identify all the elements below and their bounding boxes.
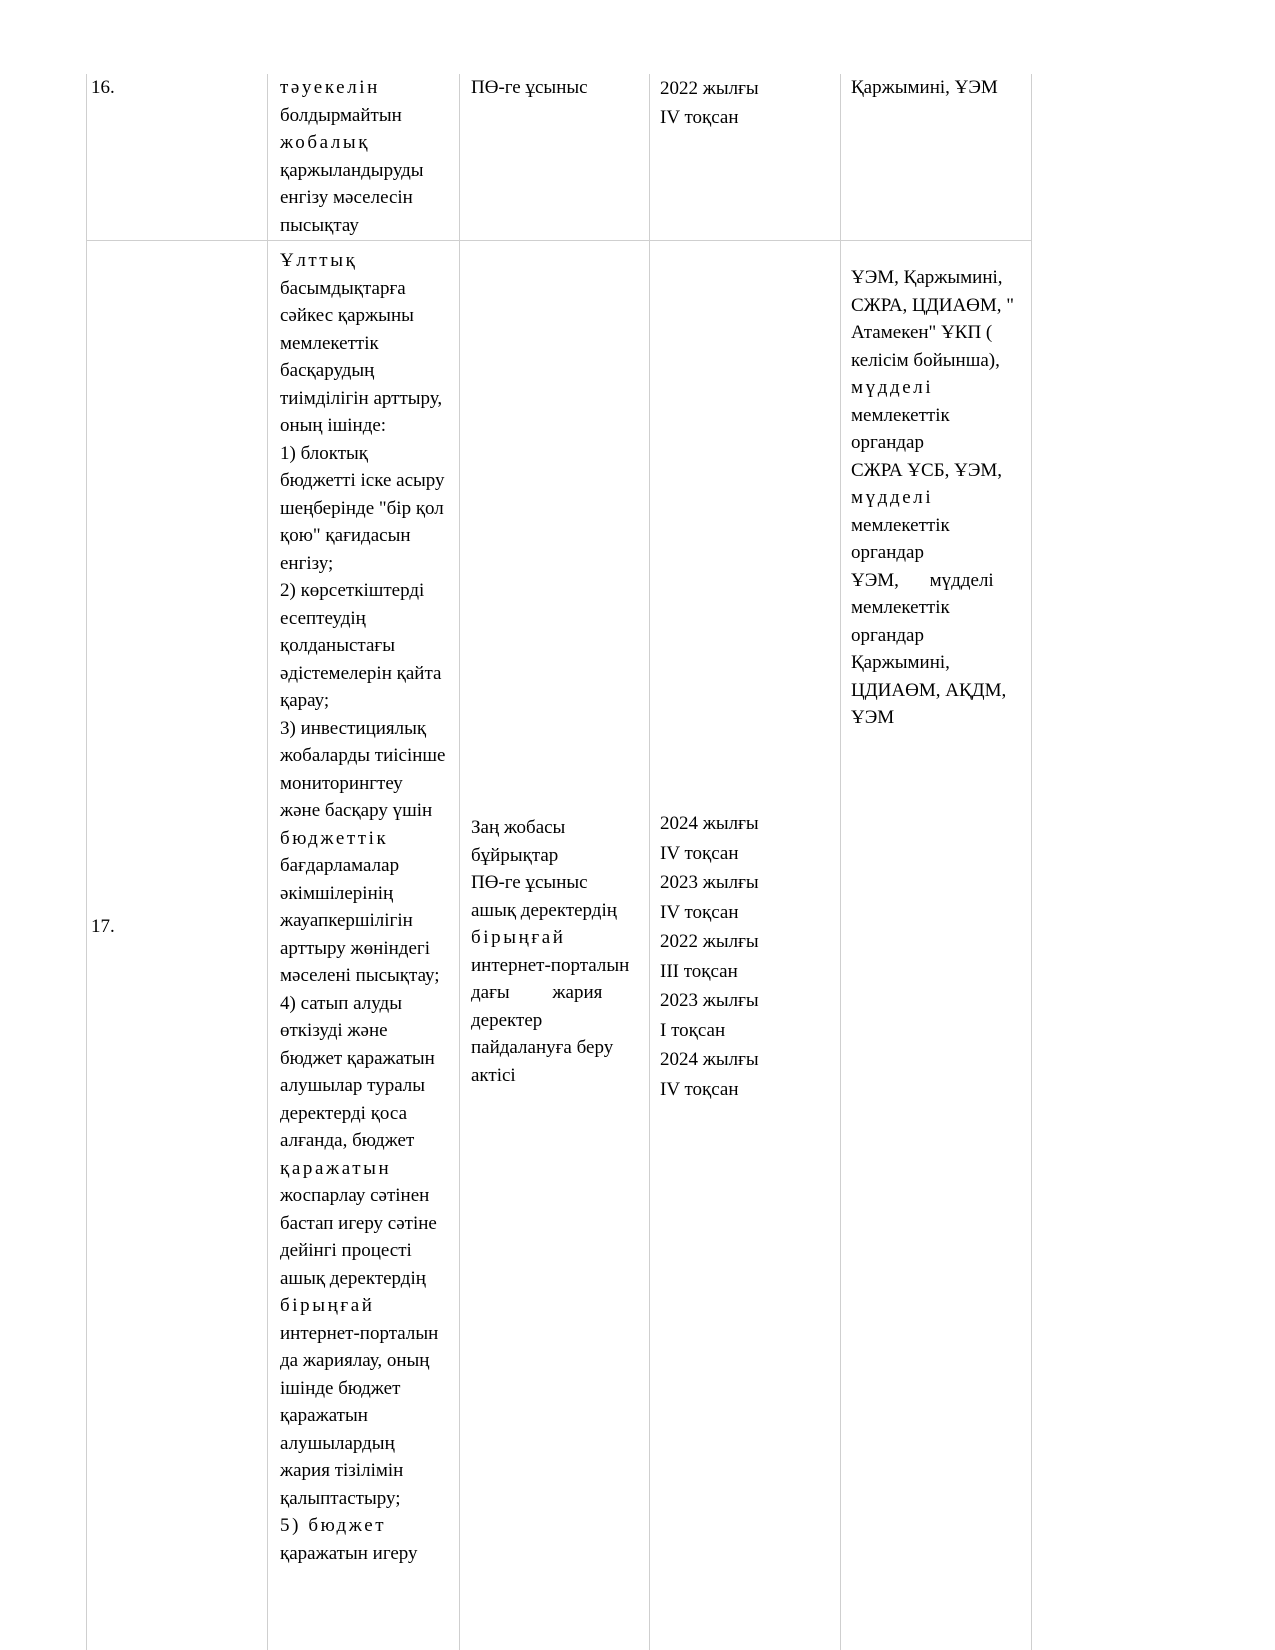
row-17-number: 17. — [91, 916, 115, 938]
row-16-responsible: Қаржымині, ҰЭМ — [851, 77, 998, 98]
row-16-deadline: 2022 жылғы IV тоқсан — [660, 78, 759, 128]
table-border-col3 — [459, 74, 460, 1650]
table-border-right — [1031, 74, 1032, 1650]
row-16-number: 16. — [91, 77, 115, 98]
row-17-action: Ұлттық басымдықтарға сәйкес қаржыны мемлекеттік басқарудың тиімділігін арттыру, оның ішінде: 1) блоктық бюджетті іске асыру шеңберінде "бір қол қою" қағидасын енгізу; 2) көрсеткіштерді есептеудің қолданыстағы әдістемелерін қайта қарау; 3) инвестициялық жобаларды тиісінше мониторингтеу және басқару үшін бюджеттік бағдарламалар әкімшілерінің жауапкершілігін арттыру жөніндегі мәселені пысықтау; 4) сатып алуды өткізуді және бюджет қаражатын алушылар туралы деректерді қоса алғанда, бюджет қаражатын жоспарлау сәтінен бастап игеру сәтіне дейінгі процесті ашық деректердің бірыңғай интернет-порталын да жариялау, оның ішінде бюджет қаражатын алушылардың жария тізілімін қалыптастыру; 5) бюджет қаражатын игеру — [280, 250, 446, 1564]
row-separator — [86, 240, 1032, 241]
row-16-action-line: тәуекелін — [280, 77, 380, 98]
table-border-col2 — [267, 74, 268, 1650]
row-16-action-line: енгізу мәселесін — [280, 187, 413, 208]
row-16-form: ПӨ-ге ұсыныс — [471, 77, 588, 98]
row-17-form: Заң жобасы бұйрықтар ПӨ-ге ұсыныс ашық деректердің бірыңғай интернет-порталын дағы жария деректер пайдалануға беру актісі — [471, 817, 630, 1086]
row-16-action-line: болдырмайтын — [280, 104, 402, 126]
row-17-responsible: ҰЭМ, Қаржымині, СЖРА, ЦДИАӨМ, " Атамекен" ҰКП ( келісім бойынша), мүдделі мемлекеттік органдар СЖРА ҰСБ, ҰЭМ, мүдделі мемлекеттік органдар ҰЭМ, мүдделі мемлекеттік органдар Қаржымині, ЦДИАӨМ, АҚДМ, ҰЭМ — [851, 267, 1015, 728]
table-border-col4 — [649, 74, 650, 1650]
row-16-action — [280, 74, 450, 239]
row-16-action-line: пысықтау — [280, 214, 359, 236]
table-border-col5 — [840, 74, 841, 1650]
table-border-left — [86, 74, 87, 1650]
row-17-deadline: 2024 жылғы IV тоқсан 2023 жылғы IV тоқсан 2022 жылғы III тоқсан 2023 жылғы І тоқсан 2024 жылғы IV тоқсан — [660, 813, 759, 1100]
row-16-action-line: қаржыландыруды — [280, 159, 424, 181]
row-16-action-line: жобалық — [280, 132, 371, 153]
